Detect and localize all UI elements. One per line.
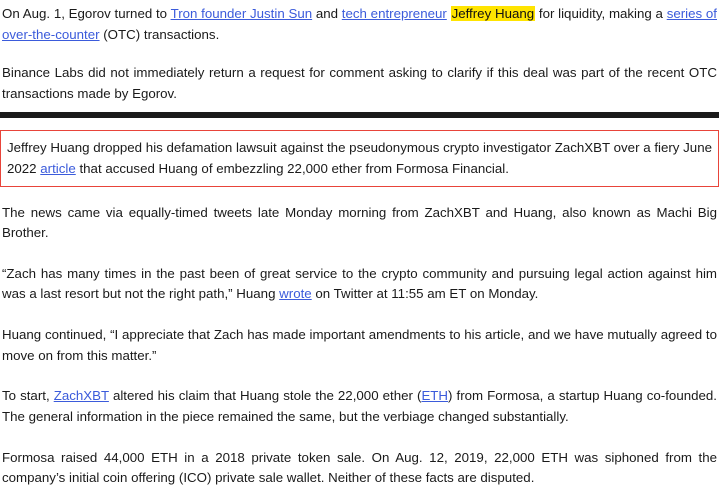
text-run: Jeffrey Huang dropped his defamation lawsuit against the pseudonymous crypto investigator ZachXBT over a fiery June 2022 bbox=[7, 140, 712, 177]
text-run: for liquidity, making a bbox=[535, 6, 667, 21]
link-tron-founder-justin-sun[interactable]: Tron founder Justin Sun bbox=[170, 6, 313, 21]
text-run: (OTC) transactions. bbox=[99, 26, 220, 42]
paragraph-news-tweets: The news came via equally-timed tweets late Monday morning from ZachXBT and Huang, also known as Machi Big Brother. bbox=[2, 204, 717, 241]
text-run: on Twitter at 11:55 am ET on Monday. bbox=[311, 286, 539, 302]
text-run: ) from Formosa, a startup Huang co-founded. The general information in the piece remained the same, but the verbiage changed substantially. bbox=[2, 388, 717, 424]
link-series-of-over-the-counter[interactable]: series of over-the-counter bbox=[2, 6, 717, 42]
text-run: altered his claim that Huang stole the 22,000 ether ( bbox=[108, 388, 422, 404]
link-wrote[interactable]: wrote bbox=[279, 286, 312, 302]
text-run: To start, bbox=[2, 388, 54, 404]
link-eth[interactable]: ETH bbox=[421, 388, 449, 404]
paragraph-zachxbt-altered bbox=[2, 386, 717, 427]
section-divider bbox=[0, 112, 719, 118]
paragraph-egorov-otc bbox=[2, 4, 717, 45]
paragraph-lawsuit-dropped bbox=[7, 138, 712, 179]
text-run: “Zach has many times in the past been of great service to the crypto community and pursuing legal action against him was a last resort but not the right path,” Huang bbox=[2, 265, 717, 302]
link-article[interactable]: article bbox=[40, 161, 76, 177]
paragraph-huang-continued: Huang continued, “I appreciate that Zach has made important amendments to his article, and we have mutually agreed to move on from this matter.” bbox=[2, 327, 717, 363]
text-run: and bbox=[312, 6, 342, 21]
link-tech-entrepreneur[interactable]: tech entrepreneur bbox=[341, 6, 447, 21]
paragraph-formosa-raised: Formosa raised 44,000 ETH in a 2018 private token sale. On Aug. 12, 2019, 22,000 ETH was siphoned from the company’s initial coin offering (ICO) private sale wallet. Neither of these facts are disputed. bbox=[2, 449, 717, 486]
annotated-paragraph-box bbox=[0, 130, 719, 186]
paragraph-binance-labs: Binance Labs did not immediately return a request for comment asking to clarify if this deal was part of the recent OTC transactions made by Egorov. bbox=[2, 65, 717, 101]
text-run: that accused Huang of embezzling 22,000 ether from Formosa Financial. bbox=[75, 161, 509, 177]
highlight-jeffrey-huang: Jeffrey Huang bbox=[451, 6, 535, 21]
paragraph-zach-quote bbox=[2, 264, 717, 305]
text-run bbox=[447, 6, 451, 21]
article-body-section bbox=[0, 203, 719, 489]
article-top-section bbox=[0, 0, 719, 104]
link-zachxbt[interactable]: ZachXBT bbox=[53, 388, 109, 404]
text-run: On Aug. 1, Egorov turned to bbox=[2, 6, 171, 21]
